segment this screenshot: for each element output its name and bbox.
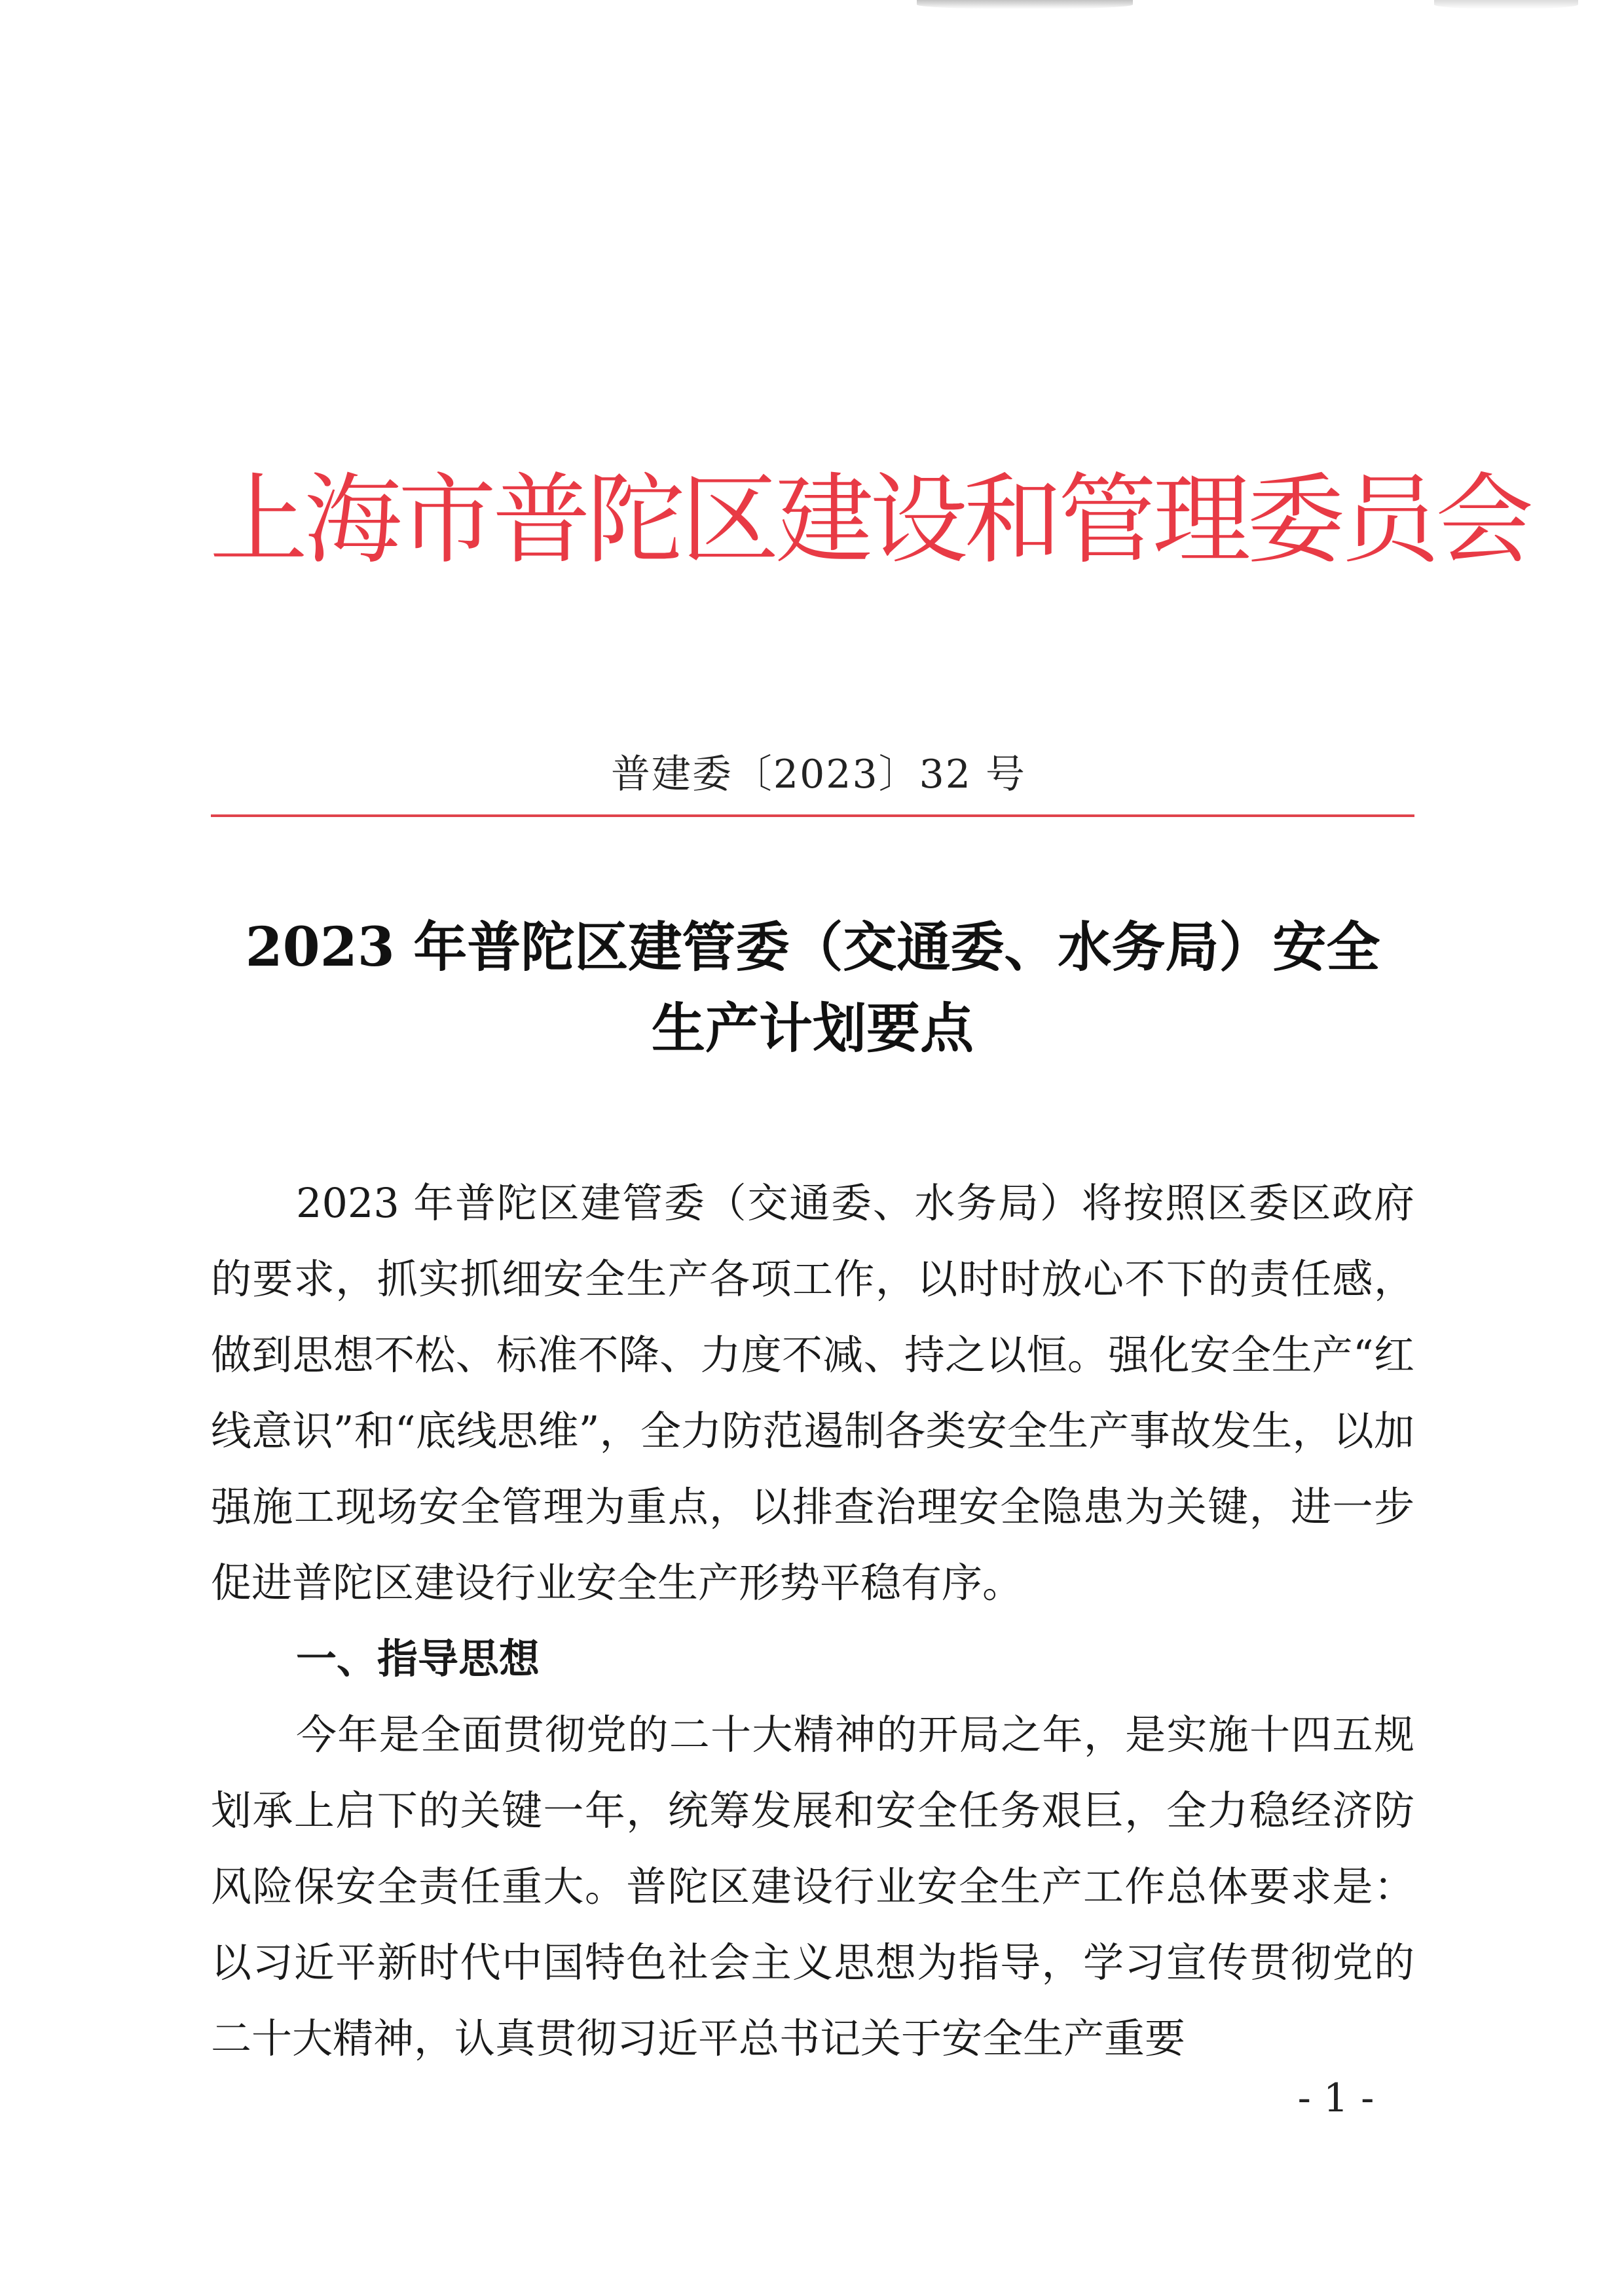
letterhead-agency-name: 上海市普陀区建设和管理委员会 xyxy=(210,464,1530,577)
section-paragraph: 今年是全面贯彻党的二十大精神的开局之年，是实施十四五规划承上启下的关键一年，统筹发展和安全任务艰巨，全力稳经济防风险保安全责任重大。普陀区建设行业安全生产工作总体要求是：以习近平新时代中国特色社会主义思想为指导，学习宣传贯彻党的二十大精神，认真贯彻习近平总书记关于安全生产重要 xyxy=(211,1711,1414,2062)
page-number: - 1 - xyxy=(1297,2075,1375,2121)
document-body xyxy=(211,1165,1414,2077)
intro-paragraph: 2023 年普陀区建管委（交通委、水务局）将按照区委区政府的要求，抓实抓细安全生产各项工作，以时时放心不下的责任感，做到思想不松、标准不降、力度不减、持之以恒。强化安全生产“红线意识”和“底线思维”，全力防范遏制各类安全生产事故发生，以加强施工现场安全管理为重点，以排查治理安全隐患为关键，进一步促进普陀区建设行业安全生产形势平稳有序。 xyxy=(211,1179,1414,1607)
document-number: 普建委〔2023〕32 号 xyxy=(610,752,1027,797)
document-title-line-1: 2023 年普陀区建管委（交通委、水务局）安全 xyxy=(245,916,1380,979)
section-heading: 一、指导思想 xyxy=(296,1635,540,1683)
scan-artifact xyxy=(1434,0,1578,9)
document-title xyxy=(211,907,1414,1069)
document-title-line-2: 生产计划要点 xyxy=(651,997,974,1060)
scan-artifact xyxy=(917,0,1133,9)
letterhead-divider xyxy=(211,814,1414,817)
